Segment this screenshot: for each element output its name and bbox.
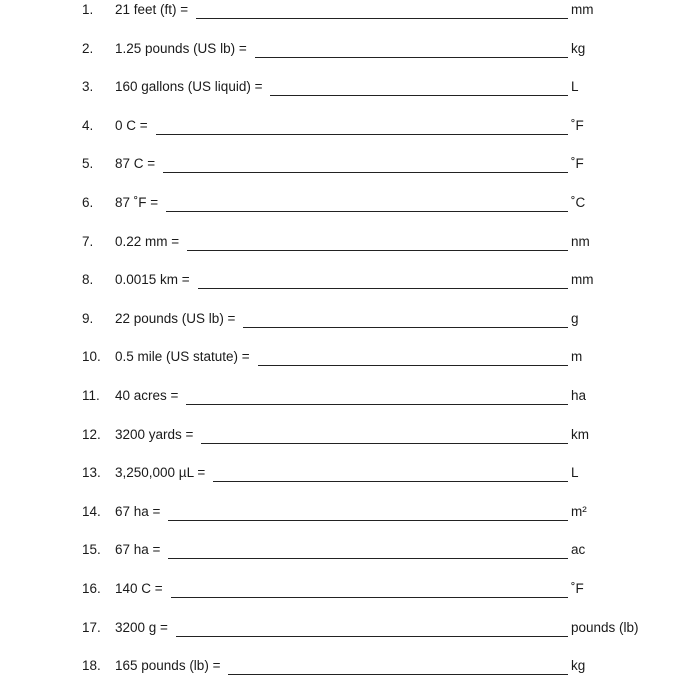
target-unit: ha — [571, 388, 587, 403]
target-unit: L — [571, 79, 579, 95]
problem-expression: 160 gallons (US liquid) = — [115, 79, 263, 95]
target-unit: m² — [571, 503, 587, 519]
answer-blank[interactable] — [171, 582, 568, 598]
answer-blank[interactable] — [213, 466, 568, 482]
answer-blank[interactable] — [255, 42, 568, 58]
problem-row — [0, 425, 700, 445]
answer-blank[interactable] — [186, 389, 568, 405]
answer-blank[interactable] — [228, 659, 568, 675]
answer-blank[interactable] — [258, 350, 568, 366]
problem-expression-group — [115, 656, 568, 676]
problem-row — [0, 232, 700, 252]
target-unit: kg — [571, 40, 586, 56]
problem-expression: 87 ˚F = — [115, 195, 159, 210]
answer-blank[interactable] — [156, 119, 568, 135]
problem-expression: 3,250,000 µL = — [115, 465, 206, 481]
answer-blank[interactable] — [163, 157, 568, 173]
problem-number: 5. — [82, 156, 94, 172]
target-unit: pounds (lb) — [571, 619, 639, 635]
problem-expression-group — [115, 39, 568, 59]
problem-expression-group — [115, 77, 568, 97]
answer-blank[interactable] — [187, 235, 568, 251]
problem-expression: 165 pounds (lb) = — [115, 658, 221, 674]
problem-row — [0, 656, 700, 676]
problem-number: 11. — [82, 388, 100, 403]
problem-expression: 21 feet (ft) = — [115, 2, 189, 17]
problem-expression: 3200 yards = — [115, 426, 194, 442]
problem-expression: 0.0015 km = — [115, 272, 190, 288]
target-unit: mm — [571, 2, 594, 17]
problem-number: 18. — [82, 658, 101, 674]
target-unit: m — [571, 349, 583, 365]
problem-expression-group — [115, 154, 568, 174]
answer-blank[interactable] — [168, 543, 568, 559]
problem-row — [0, 39, 700, 59]
problem-expression-group — [115, 540, 568, 560]
answer-blank[interactable] — [270, 80, 568, 96]
problem-row — [0, 77, 700, 97]
target-unit: ac — [571, 542, 586, 558]
problem-number: 15. — [82, 542, 101, 558]
problem-expression-group — [115, 386, 568, 406]
target-unit: ˚F — [571, 117, 584, 133]
answer-blank[interactable] — [196, 3, 568, 19]
problem-number: 13. — [82, 465, 101, 481]
problem-expression-group — [115, 618, 568, 638]
problem-row — [0, 502, 700, 522]
problem-expression: 1.25 pounds (US lb) = — [115, 40, 247, 56]
problem-number: 3. — [82, 79, 94, 95]
target-unit: ˚C — [571, 195, 586, 210]
problem-expression-group — [115, 270, 568, 290]
problem-expression: 0.5 mile (US statute) = — [115, 349, 250, 365]
problem-number: 12. — [82, 426, 101, 442]
problem-row — [0, 540, 700, 560]
problem-number: 7. — [82, 233, 94, 249]
problem-number: 17. — [82, 619, 101, 635]
answer-blank[interactable] — [176, 621, 568, 637]
problem-row — [0, 270, 700, 290]
problem-number: 16. — [82, 581, 101, 596]
problem-expression: 22 pounds (US lb) = — [115, 310, 236, 326]
answer-blank[interactable] — [168, 505, 568, 521]
problem-row — [0, 347, 700, 367]
problem-expression-group — [115, 193, 568, 213]
problem-number: 4. — [82, 117, 94, 133]
problem-row — [0, 309, 700, 329]
problem-expression-group — [115, 502, 568, 522]
problem-number: 8. — [82, 272, 94, 288]
problem-number: 1. — [82, 2, 94, 17]
problem-row — [0, 579, 700, 599]
problem-expression-group — [115, 463, 568, 483]
problem-row — [0, 618, 700, 638]
answer-blank[interactable] — [243, 312, 568, 328]
problem-expression-group — [115, 309, 568, 329]
problem-expression-group — [115, 232, 568, 252]
problem-expression: 140 C = — [115, 581, 163, 596]
problem-expression-group — [115, 116, 568, 136]
answer-blank[interactable] — [198, 273, 568, 289]
problem-expression: 67 ha = — [115, 542, 161, 558]
problem-row — [0, 386, 700, 406]
target-unit: kg — [571, 658, 586, 674]
problem-number: 9. — [82, 310, 94, 326]
problem-row — [0, 193, 700, 213]
problem-number: 2. — [82, 40, 94, 56]
problem-expression: 0.22 mm = — [115, 233, 180, 249]
problem-expression: 3200 g = — [115, 619, 168, 635]
problem-row — [0, 154, 700, 174]
problem-row — [0, 116, 700, 136]
target-unit: km — [571, 426, 589, 442]
problem-expression: 40 acres = — [115, 388, 179, 403]
answer-blank[interactable] — [166, 196, 568, 212]
problem-number: 6. — [82, 195, 94, 210]
problem-expression-group — [115, 425, 568, 445]
problem-expression-group — [115, 347, 568, 367]
target-unit: nm — [571, 233, 590, 249]
target-unit: ˚F — [571, 156, 584, 172]
target-unit: ˚F — [571, 581, 584, 596]
problem-expression: 0 C = — [115, 117, 148, 133]
target-unit: L — [571, 465, 579, 481]
answer-blank[interactable] — [201, 428, 568, 444]
problem-row — [0, 0, 700, 20]
problem-row — [0, 463, 700, 483]
problem-number: 10. — [82, 349, 101, 365]
target-unit: g — [571, 310, 579, 326]
problem-expression-group — [115, 579, 568, 599]
problem-expression: 87 C = — [115, 156, 156, 172]
target-unit: mm — [571, 272, 594, 288]
problem-expression: 67 ha = — [115, 503, 161, 519]
problem-number: 14. — [82, 503, 101, 519]
problem-expression-group — [115, 0, 568, 20]
